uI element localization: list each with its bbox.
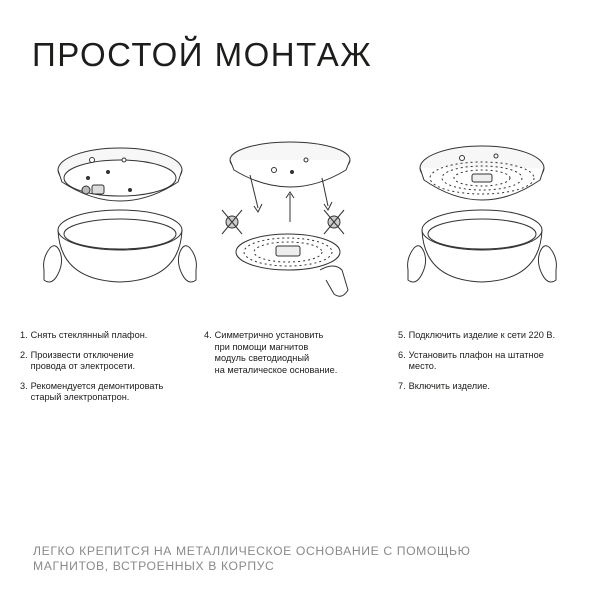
step-item: [20, 350, 190, 373]
step-text: Рекомендуется демонтировать старый электропатрон.: [30, 380, 164, 402]
step-number: 1.: [20, 330, 28, 340]
step-item: [398, 330, 588, 342]
step-text: Снять стеклянный плафон.: [30, 330, 148, 340]
steps-column-1: [20, 330, 190, 412]
step-text: Симметрично установить при помощи магнитов модуль светодиодный на металическое основание.: [214, 330, 338, 375]
step-item: [398, 350, 588, 373]
step-item: [20, 330, 190, 342]
step-text: Подключить изделие к сети 220 В.: [408, 330, 556, 340]
step-number: 2.: [20, 349, 28, 360]
step-item: [204, 330, 384, 376]
step-number: 4.: [204, 330, 212, 340]
step-item: [20, 381, 190, 404]
led-module-install-icon: [210, 130, 390, 310]
step-item: [398, 381, 588, 393]
step-number: 5.: [398, 330, 406, 340]
footer-note: ЛЕГКО КРЕПИТСЯ НА МЕТАЛЛИЧЕСКОЕ ОСНОВАНИЕ С ПОМОЩЬЮ МАГНИТОВ, ВСТРОЕННЫХ В КОРПУС: [33, 544, 471, 573]
ceiling-lamp-remove-diffuser-icon: [30, 130, 210, 310]
steps-column-3: [398, 330, 588, 400]
page-title: ПРОСТОЙ МОНТАЖ: [32, 36, 373, 73]
step-number: 6.: [398, 349, 406, 360]
steps-column-2: [204, 330, 384, 384]
step-number: 3.: [20, 380, 28, 391]
step-text: Включить изделие.: [408, 380, 490, 391]
step-text: Установить плафон на штатное место.: [408, 349, 544, 371]
ceiling-lamp-install-diffuser-icon: [400, 130, 580, 310]
step-number: 7.: [398, 380, 406, 391]
step-text: Произвести отключение провода от электросети.: [30, 349, 136, 371]
